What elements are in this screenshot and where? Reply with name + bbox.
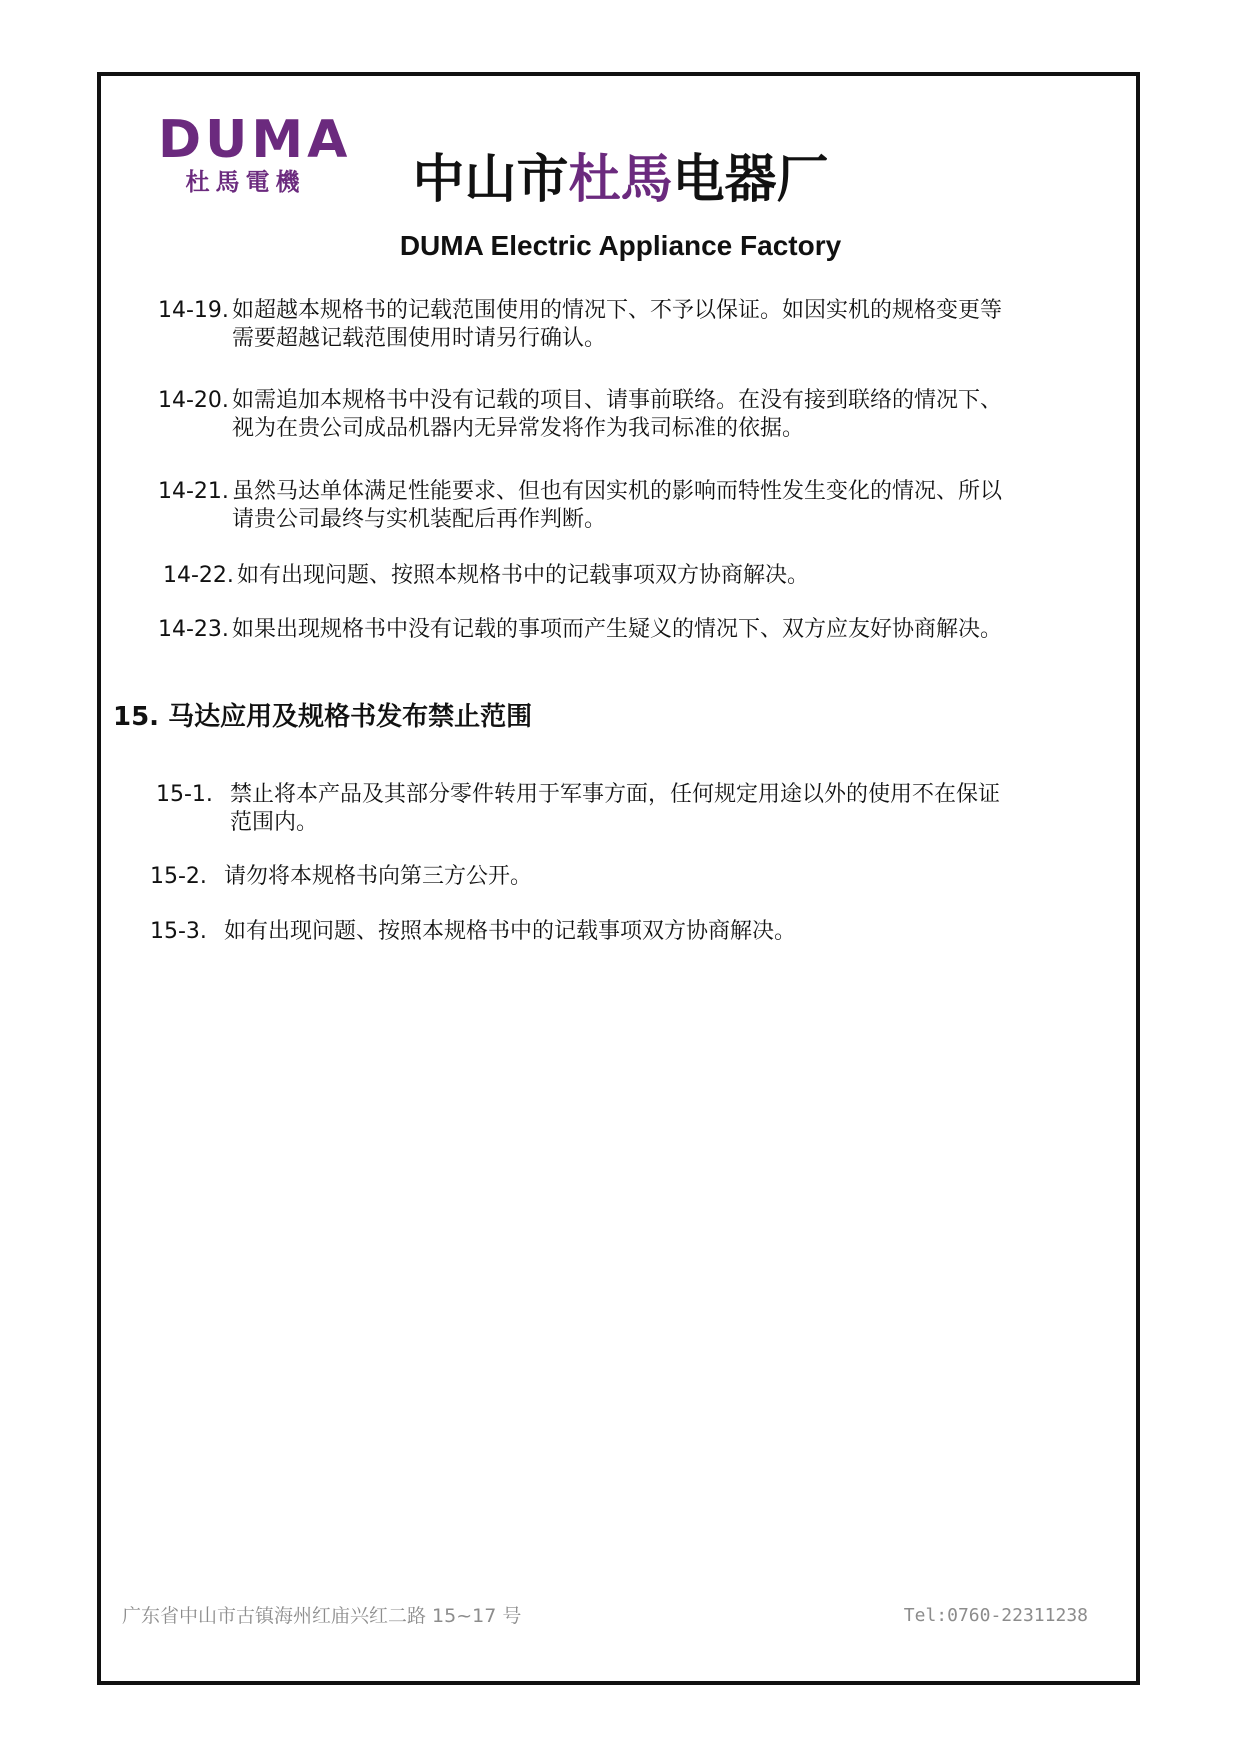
clause-number: 14-22. — [163, 563, 234, 588]
clause-15-2 — [150, 863, 1110, 891]
clause-text-line: 请贵公司最终与实机装配后再作判断。 — [232, 507, 607, 532]
clause-15-1 — [156, 781, 1116, 837]
footer-telephone: Tel:0760-22311238 — [903, 1605, 1088, 1626]
footer-address: 广东省中山市古镇海州红庙兴红二路 15~17 号 — [122, 1605, 522, 1627]
clause-text-line: 范围内。 — [230, 810, 319, 835]
clause-number: 14-20. — [158, 388, 229, 413]
title-cn-suffix: 电器厂 — [672, 150, 829, 210]
clause-text-line: 如有出现问题、按照本规格书中的记载事项双方协商解决。 — [224, 919, 797, 944]
clause-text-line: 视为在贵公司成品机器内无异常发将作为我司标准的依据。 — [232, 416, 805, 441]
clause-number: 14-19. — [158, 298, 229, 323]
section-15-heading: 15. 马达应用及规格书发布禁止范围 — [113, 702, 533, 732]
clause-14-21 — [158, 478, 1118, 534]
clause-text-line: 如有出现问题、按照本规格书中的记载事项双方协商解决。 — [237, 563, 810, 588]
company-title-cn — [0, 148, 1241, 212]
clause-text-line: 如需追加本规格书中没有记载的项目、请事前联络。在没有接到联络的情况下、 — [232, 388, 1003, 413]
clause-14-22 — [163, 562, 1123, 590]
title-cn-prefix: 中山市 — [412, 150, 569, 210]
clause-15-3 — [150, 918, 1110, 946]
clause-number: 15-2. — [150, 864, 207, 889]
clause-number: 14-23. — [158, 617, 229, 642]
clause-14-19 — [158, 297, 1118, 353]
logo-subtitle: 杜馬電機 — [185, 168, 306, 196]
clause-text-line: 需要超越记载范围使用时请另行确认。 — [232, 326, 607, 351]
clause-number: 15-3. — [150, 919, 207, 944]
logo-wordmark: DUMA — [158, 110, 352, 170]
clause-text-line: 请勿将本规格书向第三方公开。 — [224, 864, 533, 889]
clause-number: 14-21. — [158, 479, 229, 504]
clause-text-line: 禁止将本产品及其部分零件转用于军事方面，任何规定用途以外的使用不在保证 — [230, 782, 1001, 807]
clause-14-20 — [158, 387, 1118, 443]
title-cn-brand: 杜馬 — [568, 150, 673, 210]
company-title-en: DUMA Electric Appliance Factory — [399, 230, 842, 261]
clause-text-line: 如果出现规格书中没有记载的事项而产生疑义的情况下、双方应友好协商解决。 — [232, 617, 1003, 642]
clause-14-23 — [158, 616, 1118, 644]
clause-text-line: 如超越本规格书的记载范围使用的情况下、不予以保证。如因实机的规格变更等 — [232, 298, 1003, 323]
clause-number: 15-1. — [156, 782, 213, 807]
clause-text-line: 虽然马达单体满足性能要求、但也有因实机的影响而特性发生变化的情况、所以 — [232, 479, 1003, 504]
